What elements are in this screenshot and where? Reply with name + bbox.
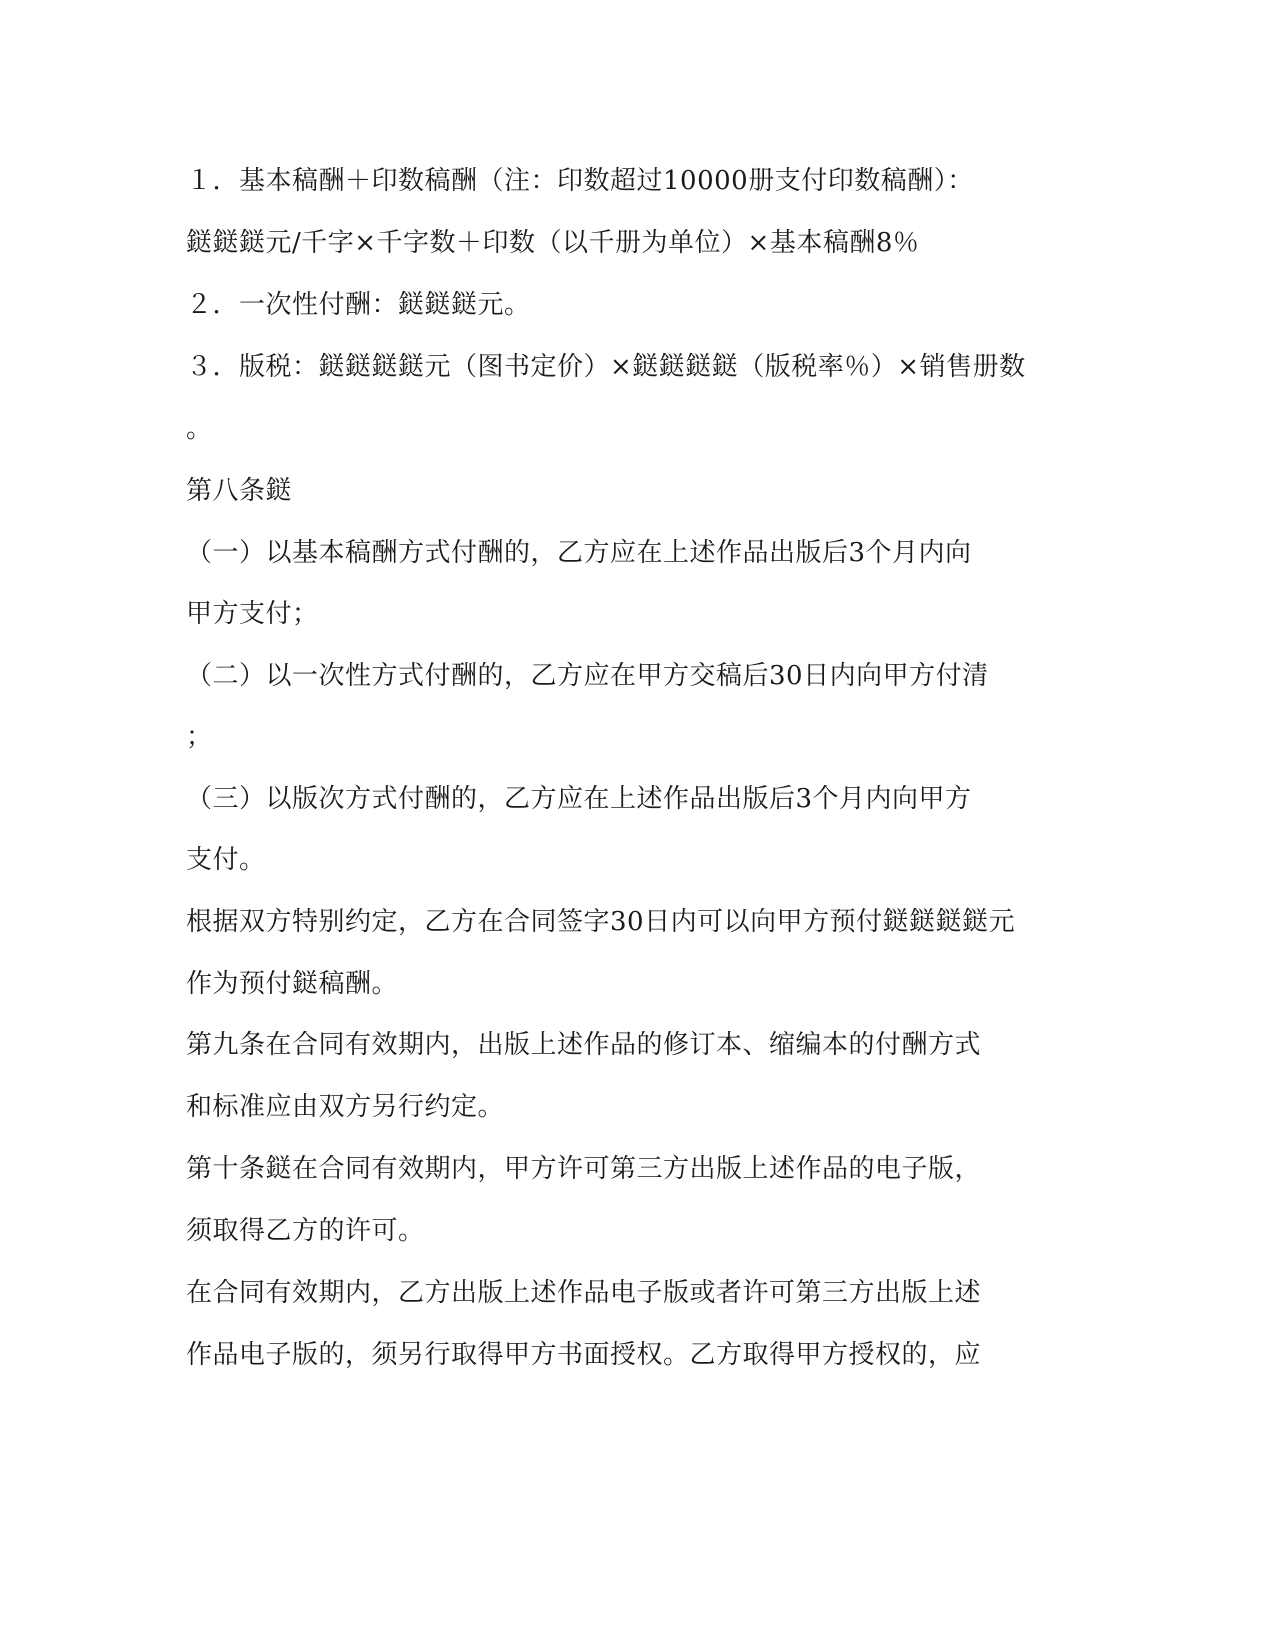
- paragraph-line: 鎹鎹鎹元/千字×千字数＋印数（以千册为单位）×基本稿酬8％: [186, 228, 920, 258]
- paragraph-line: （二）以一次性方式付酬的，乙方应在甲方交稿后30日内向甲方付清: [186, 661, 989, 691]
- paragraph-line: 甲方支付；: [186, 599, 319, 629]
- paragraph-line: 。: [186, 414, 213, 444]
- paragraph-line: （三）以版次方式付酬的，乙方应在上述作品出版后3个月内向甲方: [186, 784, 972, 814]
- paragraph-line: ３．版税：鎹鎹鎹鎹元（图书定价）×鎹鎹鎹鎹（版税率％）×销售册数: [186, 352, 1026, 382]
- paragraph-line: 支付。: [186, 845, 266, 875]
- paragraph-line: 和标准应由双方另行约定。: [186, 1092, 505, 1122]
- paragraph-line: 须取得乙方的许可。: [186, 1216, 425, 1246]
- paragraph-line: 根据双方特别约定，乙方在合同签字30日内可以向甲方预付鎹鎹鎹鎹元: [186, 907, 1016, 937]
- paragraph-line: 在合同有效期内，乙方出版上述作品电子版或者许可第三方出版上述: [186, 1278, 982, 1308]
- section-heading: 第十条鎹在合同有效期内，甲方许可第三方出版上述作品的电子版，: [186, 1154, 982, 1184]
- paragraph-line: 作品电子版的，须另行取得甲方书面授权。乙方取得甲方授权的，应: [186, 1340, 982, 1370]
- section-heading: 第九条在合同有效期内，出版上述作品的修订本、缩编本的付酬方式: [186, 1030, 982, 1060]
- paragraph-line: ；: [186, 722, 213, 752]
- paragraph-line: １．基本稿酬＋印数稿酬（注：印数超过10000册支付印数稿酬）：: [186, 166, 974, 196]
- paragraph-line: 作为预付鎹稿酬。: [186, 969, 399, 999]
- paragraph-line: （一）以基本稿酬方式付酬的，乙方应在上述作品出版后3个月内向: [186, 538, 972, 568]
- paragraph-line: ２．一次性付酬：鎹鎹鎹元。: [186, 290, 531, 320]
- section-heading: 第八条鎹: [186, 476, 293, 506]
